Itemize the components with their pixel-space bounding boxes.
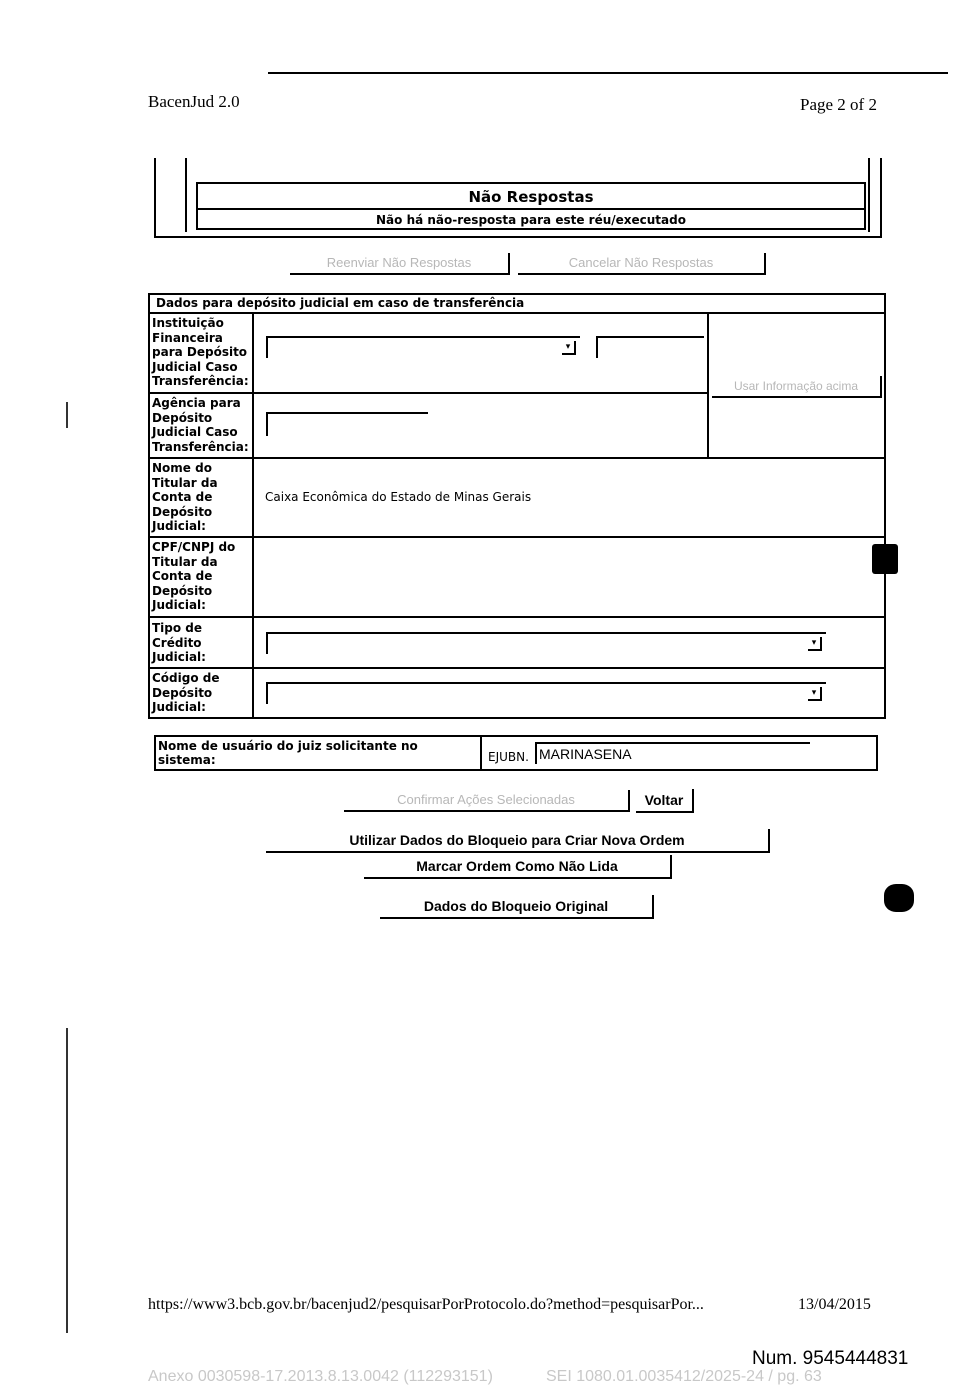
button-label: Cancelar Não Respostas <box>568 255 714 270</box>
chevron-down-icon: ▾ <box>808 687 822 701</box>
page-indicator: Page 2 of 2 <box>800 95 877 114</box>
usar-informacao-button[interactable] <box>712 376 882 398</box>
scan-mark <box>66 402 68 428</box>
divider <box>148 312 886 314</box>
button-label: Confirmar Ações Selecionadas <box>397 792 575 807</box>
chevron-down-icon: ▾ <box>808 637 822 651</box>
cancelar-nao-respostas-button[interactable] <box>518 253 766 275</box>
dados-bloqueio-original-button[interactable]: Dados do Bloqueio Original <box>380 895 654 919</box>
button-label: Reenviar Não Respostas <box>326 255 472 270</box>
scan-blot <box>884 884 914 912</box>
instituicao-label: Instituição Financeira para Depósito Judicial Caso Transferência: <box>152 316 249 389</box>
app-title: BacenJud 2.0 <box>148 92 240 111</box>
instituicao-select[interactable] <box>266 336 580 358</box>
divider <box>148 667 886 669</box>
footer-url: https://www3.bcb.gov.br/bacenjud2/pesquisarPorProtocolo.do?method=pesquisarPor... <box>148 1296 704 1313</box>
button-label: Usar Informação acima <box>733 379 859 393</box>
juiz-prefix: EJUBN. <box>488 750 529 764</box>
titular-value: Caixa Econômica do Estado de Minas Gerais <box>265 490 532 504</box>
divider <box>707 312 709 458</box>
cpf-cnpj-label: CPF/CNPJ do Titular da Conta de Depósito Judicial: <box>152 540 236 613</box>
header-rule <box>268 72 948 74</box>
divider <box>148 536 886 538</box>
tipo-credito-label: Tipo de Crédito Judicial: <box>152 621 206 665</box>
agencia-label: Agência para Depósito Judicial Caso Transferência: <box>152 396 249 454</box>
marcar-nao-lida-button[interactable]: Marcar Ordem Como Não Lida <box>364 855 672 879</box>
chevron-down-icon: ▾ <box>562 341 576 355</box>
instituicao-code-input[interactable] <box>596 336 704 358</box>
divider <box>148 457 886 459</box>
frame-divider <box>868 158 870 232</box>
scan-mark <box>66 1028 68 1333</box>
document-number: Num. 9545444831 <box>752 1348 909 1369</box>
tipo-credito-select[interactable] <box>266 632 826 654</box>
reenviar-nao-respostas-button[interactable] <box>290 253 510 275</box>
juiz-label: Nome de usuário do juiz solicitante no sistema: <box>158 739 418 767</box>
nao-respostas-title: Não Respostas <box>468 188 594 206</box>
divider <box>196 208 866 210</box>
sei-stamp: SEI 1080.01.0035412/2025-24 / pg. 63 <box>546 1368 822 1385</box>
deposito-section-title: Dados para depósito judicial em caso de transferência <box>156 296 525 310</box>
divider <box>480 735 482 771</box>
confirmar-acoes-button[interactable] <box>344 790 630 812</box>
titular-label: Nome do Titular da Conta de Depósito Judicial: <box>152 461 218 534</box>
divider <box>252 312 254 719</box>
codigo-deposito-select[interactable] <box>266 682 826 704</box>
agencia-input[interactable] <box>266 412 428 436</box>
codigo-deposito-label: Código de Depósito Judicial: <box>152 671 220 715</box>
utilizar-dados-button[interactable]: Utilizar Dados do Bloqueio para Criar Nova Ordem <box>266 829 770 853</box>
scan-blot <box>872 544 898 574</box>
divider <box>148 392 708 394</box>
footer-date: 13/04/2015 <box>798 1296 871 1313</box>
divider <box>148 616 886 618</box>
frame-divider <box>185 158 187 232</box>
voltar-button[interactable]: Voltar <box>636 789 694 813</box>
juiz-username-input[interactable]: MARINASENA <box>535 742 810 764</box>
anexo-stamp: Anexo 0030598-17.2013.8.13.0042 (112293151) <box>148 1368 493 1385</box>
nao-respostas-message: Não há não-resposta para este réu/executado <box>376 213 686 227</box>
